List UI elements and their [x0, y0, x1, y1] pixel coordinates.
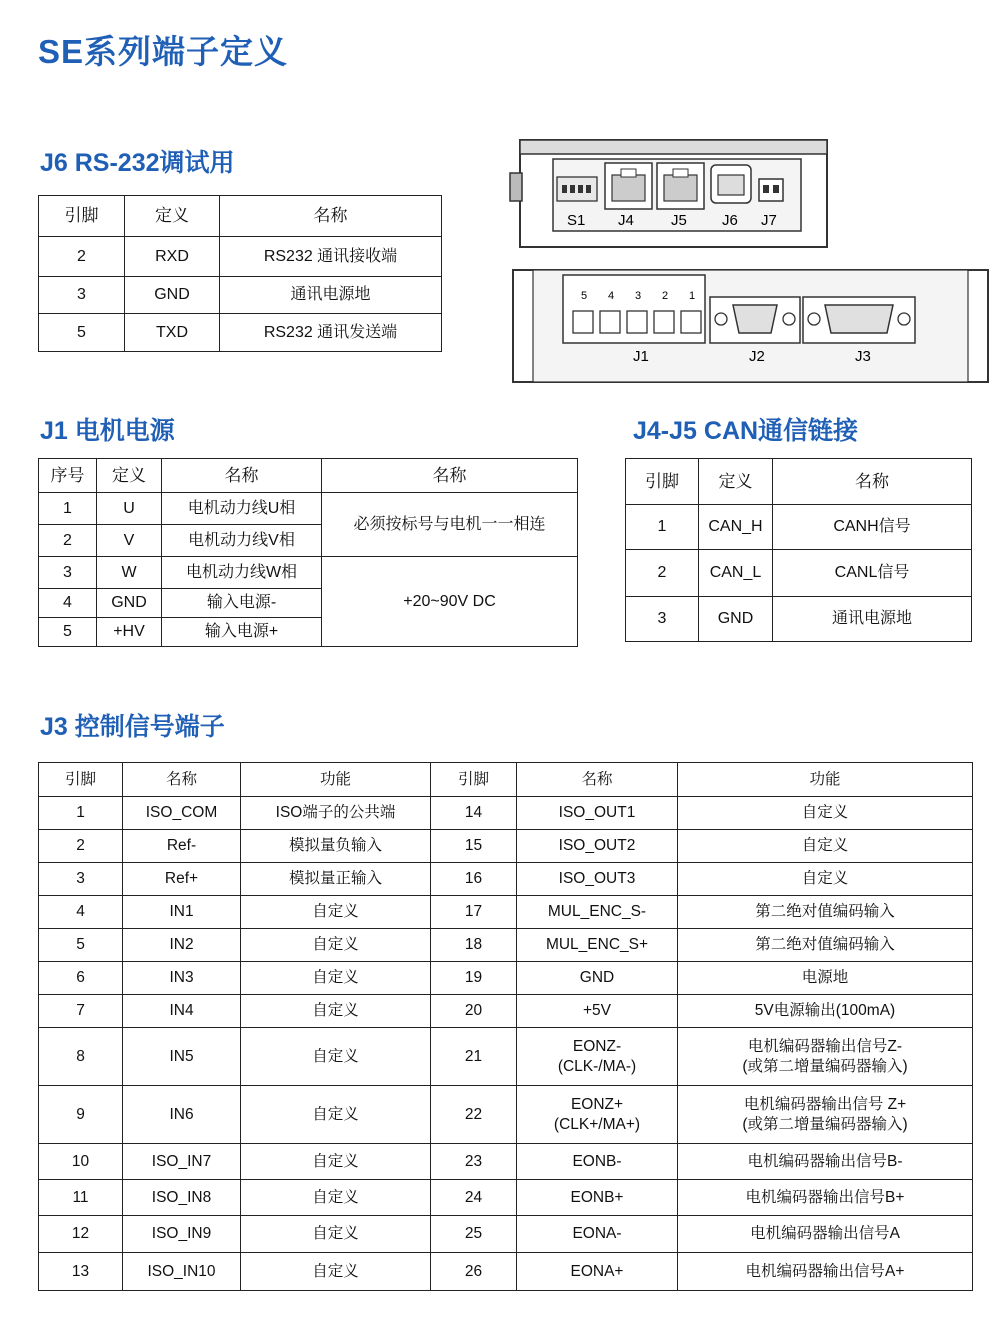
driver-connector-diagram: [505, 135, 990, 385]
table-row: [39, 314, 442, 352]
j1-cell: 3: [39, 557, 97, 589]
j6-header-name: 名称: [220, 196, 442, 237]
j3-cell: 23: [431, 1144, 517, 1180]
j45-header-pin: 引脚: [626, 459, 699, 505]
j45-cell: CAN_H: [699, 505, 773, 550]
j3-cell: 第二绝对值编码输入: [678, 929, 973, 962]
j5-rj45-port: [657, 163, 704, 209]
table-row: [39, 1144, 973, 1180]
j45-cell: 3: [626, 597, 699, 642]
j3-cell: 17: [431, 896, 517, 929]
j3-cell: 电机编码器输出信号A: [678, 1216, 973, 1253]
table-row: [39, 1086, 973, 1144]
j1-terminal-block: [563, 275, 705, 343]
j3-cell: 14: [431, 797, 517, 830]
j3-cell: ISO_COM: [123, 797, 241, 830]
j45-cell: 2: [626, 550, 699, 597]
j3-cell: 5V电源输出(100mA): [678, 995, 973, 1028]
j1-cell: 1: [39, 493, 97, 525]
device-top-rim: [520, 140, 827, 154]
j3-cell: 25: [431, 1216, 517, 1253]
j3-cell: 自定义: [241, 995, 431, 1028]
label-j3: J3: [855, 348, 871, 365]
j1-motor-note: 必须按标号与电机一一相连: [322, 493, 578, 557]
table-row: [39, 962, 973, 995]
j3-cell: 15: [431, 830, 517, 863]
j3-cell: 自定义: [678, 797, 973, 830]
j3-cell: ISO_IN10: [123, 1253, 241, 1291]
j3-cell: 7: [39, 995, 123, 1028]
j3-cell: 自定义: [241, 1216, 431, 1253]
j3-cell: IN2: [123, 929, 241, 962]
j6-table: [38, 195, 442, 352]
j3-heading: J3 控制信号端子: [40, 713, 225, 741]
label-j4: J4: [618, 212, 634, 229]
j3-cell: MUL_ENC_S+: [517, 929, 678, 962]
j1-voltage-note: +20~90V DC: [322, 557, 578, 647]
j3-header-name-2: 名称: [517, 763, 678, 797]
j3-cell: GND: [517, 962, 678, 995]
table-row: [39, 237, 442, 277]
j3-cell: 2: [39, 830, 123, 863]
j3-cell: 24: [431, 1180, 517, 1216]
pin-label-1: 1: [689, 290, 696, 302]
j1-cell: +HV: [97, 618, 162, 647]
table-row: [39, 830, 973, 863]
j1-header-def: 定义: [97, 459, 162, 493]
j3-cell: Ref+: [123, 863, 241, 896]
j45-cell: CAN_L: [699, 550, 773, 597]
j3-cell: ISO_OUT3: [517, 863, 678, 896]
table-row: [39, 896, 973, 929]
j3-cell: 电机编码器输出信号B+: [678, 1180, 973, 1216]
j3-cell: 自定义: [678, 830, 973, 863]
j3-cell: 自定义: [241, 896, 431, 929]
j3-cell: 自定义: [241, 1144, 431, 1180]
j3-cell: 模拟量正输入: [241, 863, 431, 896]
j3-db26-port: [803, 297, 915, 343]
j3-cell: 3: [39, 863, 123, 896]
j3-cell: 自定义: [241, 1180, 431, 1216]
pin-label-4: 4: [608, 290, 615, 302]
j6-cell: 2: [39, 237, 125, 277]
j3-cell: 1: [39, 797, 123, 830]
table-row: [626, 505, 972, 550]
j1-cell: 电机动力线U相: [162, 493, 322, 525]
j45-heading: J4-J5 CAN通信链接: [633, 417, 859, 445]
j3-cell: Ref-: [123, 830, 241, 863]
j2-db15-port: [710, 297, 800, 343]
table-row: [626, 597, 972, 642]
j3-cell: EONA-: [517, 1216, 678, 1253]
table-row: [626, 550, 972, 597]
j3-cell: 电机编码器输出信号A+: [678, 1253, 973, 1291]
j45-cell: CANH信号: [773, 505, 972, 550]
j6-cell: RS232 通讯发送端: [220, 314, 442, 352]
j7-terminal: [759, 179, 783, 201]
j6-header-def: 定义: [125, 196, 220, 237]
j3-cell: 自定义: [241, 962, 431, 995]
j1-header-name-2: 名称: [322, 459, 578, 493]
j45-header-name: 名称: [773, 459, 972, 505]
j3-cell: 10: [39, 1144, 123, 1180]
j3-cell: 自定义: [241, 929, 431, 962]
j3-cell: 自定义: [241, 1086, 431, 1144]
j1-cell: 输入电源+: [162, 618, 322, 647]
j3-header-pin: 引脚: [39, 763, 123, 797]
j3-cell: 5: [39, 929, 123, 962]
j3-cell: 模拟量负输入: [241, 830, 431, 863]
j3-cell: 12: [39, 1216, 123, 1253]
j3-cell: ISO_OUT2: [517, 830, 678, 863]
label-j7: J7: [761, 212, 777, 229]
table-row: [39, 1216, 973, 1253]
table-row: [39, 277, 442, 314]
j45-header-def: 定义: [699, 459, 773, 505]
j3-cell: 13: [39, 1253, 123, 1291]
j6-rj11-port: [711, 165, 751, 203]
label-j5: J5: [671, 212, 687, 229]
j3-header-name: 名称: [123, 763, 241, 797]
j3-cell: +5V: [517, 995, 678, 1028]
j3-cell: 6: [39, 962, 123, 995]
j45-cell: 通讯电源地: [773, 597, 972, 642]
table-row: [39, 1180, 973, 1216]
j6-header-pin: 引脚: [39, 196, 125, 237]
j4-rj45-port: [605, 163, 652, 209]
table-row: [39, 929, 973, 962]
j3-cell: ISO_IN7: [123, 1144, 241, 1180]
page-title: SE系列端子定义: [38, 33, 289, 70]
j3-cell: 20: [431, 995, 517, 1028]
j3-cell: 自定义: [241, 1028, 431, 1086]
device-side-tab: [510, 173, 522, 201]
s1-dip-switch: [557, 177, 597, 201]
j1-cell: 电机动力线W相: [162, 557, 322, 589]
j3-table: [38, 762, 973, 1291]
j45-cell: CANL信号: [773, 550, 972, 597]
j3-cell: 第二绝对值编码输入: [678, 896, 973, 929]
j3-cell: ISO_OUT1: [517, 797, 678, 830]
j6-cell: TXD: [125, 314, 220, 352]
j3-cell: 11: [39, 1180, 123, 1216]
j3-cell: 19: [431, 962, 517, 995]
j1-cell: W: [97, 557, 162, 589]
j3-cell: 自定义: [678, 863, 973, 896]
j3-cell: 电机编码器输出信号B-: [678, 1144, 973, 1180]
j3-cell: 26: [431, 1253, 517, 1291]
j6-cell: 3: [39, 277, 125, 314]
j1-cell: 电机动力线V相: [162, 525, 322, 557]
j1-header-index: 序号: [39, 459, 97, 493]
j6-cell: GND: [125, 277, 220, 314]
j1-header-name: 名称: [162, 459, 322, 493]
j1-cell: 5: [39, 618, 97, 647]
pin-label-2: 2: [662, 290, 669, 302]
table-row: [39, 493, 578, 525]
j6-cell: RS232 通讯接收端: [220, 237, 442, 277]
j3-header-function-2: 功能: [678, 763, 973, 797]
j3-cell: 18: [431, 929, 517, 962]
j1-cell: V: [97, 525, 162, 557]
j1-cell: U: [97, 493, 162, 525]
j1-cell: 输入电源-: [162, 589, 322, 618]
j3-cell: ISO_IN9: [123, 1216, 241, 1253]
j3-cell: EONZ+ (CLK+/MA+): [517, 1086, 678, 1144]
j3-cell: ISO端子的公共端: [241, 797, 431, 830]
table-row: [39, 797, 973, 830]
j3-cell: 电机编码器输出信号 Z+ (或第二增量编码器输入): [678, 1086, 973, 1144]
j3-cell: 22: [431, 1086, 517, 1144]
j6-cell: RXD: [125, 237, 220, 277]
j45-cell: 1: [626, 505, 699, 550]
j3-cell: 21: [431, 1028, 517, 1086]
j3-cell: 4: [39, 896, 123, 929]
j45-cell: GND: [699, 597, 773, 642]
j3-cell: 8: [39, 1028, 123, 1086]
j3-cell: IN4: [123, 995, 241, 1028]
j3-cell: ISO_IN8: [123, 1180, 241, 1216]
table-row: [39, 1028, 973, 1086]
j3-cell: IN6: [123, 1086, 241, 1144]
j1-cell: 2: [39, 525, 97, 557]
j1-cell: GND: [97, 589, 162, 618]
j6-heading: J6 RS-232调试用: [40, 149, 235, 177]
j3-cell: IN1: [123, 896, 241, 929]
table-row: [39, 863, 973, 896]
j3-header-function: 功能: [241, 763, 431, 797]
table-row: [39, 995, 973, 1028]
j1-table: [38, 458, 578, 647]
label-s1: S1: [567, 212, 586, 229]
label-j1: J1: [633, 348, 649, 365]
j3-cell: 9: [39, 1086, 123, 1144]
j3-cell: 16: [431, 863, 517, 896]
j3-cell: 电机编码器输出信号Z- (或第二增量编码器输入): [678, 1028, 973, 1086]
j3-cell: EONB-: [517, 1144, 678, 1180]
j1-heading: J1 电机电源: [40, 417, 175, 445]
j3-cell: IN5: [123, 1028, 241, 1086]
j6-cell: 通讯电源地: [220, 277, 442, 314]
j45-table: [625, 458, 972, 642]
j3-cell: IN3: [123, 962, 241, 995]
table-row: [39, 1253, 973, 1291]
table-row: [39, 557, 578, 589]
j6-cell: 5: [39, 314, 125, 352]
j1-cell: 4: [39, 589, 97, 618]
label-j6: J6: [722, 212, 738, 229]
j3-cell: EONZ- (CLK-/MA-): [517, 1028, 678, 1086]
j3-cell: MUL_ENC_S-: [517, 896, 678, 929]
j3-cell: 自定义: [241, 1253, 431, 1291]
j3-cell: EONA+: [517, 1253, 678, 1291]
pin-label-5: 5: [581, 290, 588, 302]
pin-label-3: 3: [635, 290, 642, 302]
label-j2: J2: [749, 348, 765, 365]
j3-cell: EONB+: [517, 1180, 678, 1216]
j3-cell: 电源地: [678, 962, 973, 995]
j3-header-pin-2: 引脚: [431, 763, 517, 797]
